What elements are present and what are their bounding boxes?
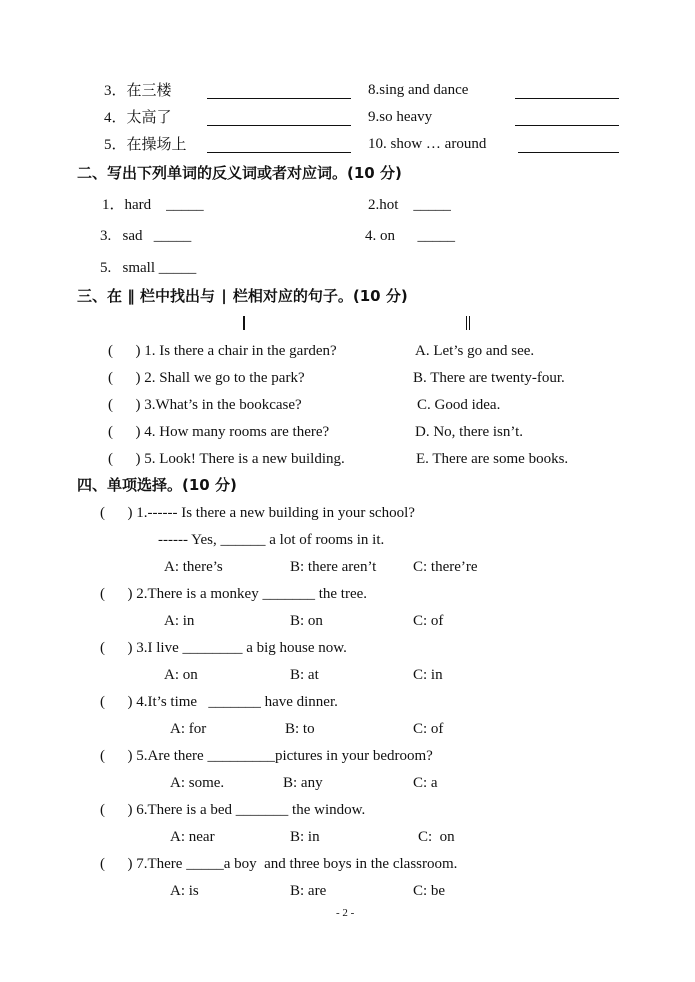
choice-question-6: ( ) 6.There is a bed _______ the window. [100, 802, 366, 818]
option-b: B: at [290, 667, 319, 683]
word-blank: _____ [417, 228, 455, 244]
word-blank: _____ [413, 197, 451, 213]
word-item [365, 227, 455, 245]
choice-question-4: ( ) 4.It’s time _______ have dinner. [100, 694, 338, 710]
item-10: 10. show … around [368, 136, 487, 152]
item-number: 5． [104, 137, 127, 153]
item-9: 9.so heavy [368, 109, 433, 125]
answer-line [207, 125, 351, 126]
item-text: 在三楼 [126, 81, 172, 99]
answer-line [515, 125, 619, 126]
option-a: A: some. [170, 775, 225, 791]
word-item [100, 259, 196, 277]
choice-question-3: ( ) 3.I live ________ a big house now. [100, 640, 347, 656]
word-label: 4. on [365, 228, 395, 244]
word-item [368, 196, 451, 214]
option-c: C: a [413, 775, 438, 791]
page-number: - 2 - [336, 907, 355, 919]
item-number: 4． [104, 110, 127, 126]
option-c: C: be [413, 883, 446, 899]
option-c: C: of [413, 721, 444, 737]
option-b: B: in [290, 829, 320, 845]
choice-question-1-line2: ------ Yes, ______ a lot of rooms in it. [158, 532, 385, 548]
column-i-marker [243, 316, 245, 330]
choice-question-5: ( ) 5.Are there _________pictures in your bedroom? [100, 748, 433, 764]
item-5 [104, 135, 187, 154]
section-3-heading: 三、在 ‖ 栏中找出与 ∣ 栏相对应的句子。(10 分) [77, 287, 408, 305]
match-question: ( ) 5. Look! There is a new building. [108, 451, 345, 467]
section-2-heading: 二、写出下列单词的反义词或者对应词。(10 分) [77, 164, 402, 182]
section-4-heading: 四、单项选择。(10 分) [77, 476, 237, 494]
item-text: 在操场上 [126, 135, 187, 153]
word-blank: _____ [166, 197, 204, 213]
option-a: A: near [170, 829, 215, 845]
word-label: 3. sad [100, 228, 143, 244]
item-number: 3． [104, 83, 127, 99]
word-blank: _____ [153, 228, 192, 244]
match-answer: A. Let’s go and see. [415, 343, 535, 359]
column-ii-marker [466, 316, 470, 330]
word-label: 5. small [100, 260, 155, 276]
answer-line [518, 152, 619, 153]
option-c: C: there’re [413, 559, 478, 575]
option-b: B: there aren’t [290, 559, 377, 575]
word-item [102, 196, 204, 214]
option-c: C: of [413, 613, 444, 629]
match-question: ( ) 3.What’s in the bookcase? [108, 397, 302, 413]
match-question: ( ) 2. Shall we go to the park? [108, 370, 305, 386]
option-b: B: to [285, 721, 315, 737]
choice-question-2: ( ) 2.There is a monkey _______ the tree. [100, 586, 368, 602]
match-question: ( ) 4. How many rooms are there? [108, 424, 330, 440]
answer-line [207, 98, 351, 99]
match-question: ( ) 1. Is there a chair in the garden? [108, 343, 337, 359]
choice-question-7: ( ) 7.There _____a boy and three boys in the classroom. [100, 856, 458, 872]
option-a: A: for [170, 721, 207, 737]
match-answer: C. Good idea. [417, 397, 501, 413]
option-a: A: in [164, 613, 195, 629]
answer-line [515, 98, 619, 99]
option-a: A: on [164, 667, 198, 683]
item-8: 8.sing and dance [368, 82, 469, 98]
choice-question-1: ( ) 1.------ Is there a new building in your school? [100, 505, 415, 521]
word-label: 2.hot [368, 197, 399, 213]
match-answer: D. No, there isn’t. [415, 424, 524, 440]
match-answer: B. There are twenty-four. [413, 370, 565, 386]
word-item [100, 227, 191, 245]
item-4 [104, 108, 172, 127]
option-c: C: on [418, 829, 455, 845]
option-a: A: there’s [164, 559, 223, 575]
option-a: A: is [170, 883, 199, 899]
item-3 [104, 81, 172, 100]
option-c: C: in [413, 667, 443, 683]
option-b: B: are [290, 883, 327, 899]
match-answer: E. There are some books. [416, 451, 569, 467]
option-b: B: any [283, 775, 323, 791]
option-b: B: on [290, 613, 323, 629]
item-text: 太高了 [126, 108, 172, 126]
word-blank: _____ [158, 260, 197, 276]
answer-line [207, 152, 351, 153]
word-label: 1．hard [102, 197, 152, 213]
